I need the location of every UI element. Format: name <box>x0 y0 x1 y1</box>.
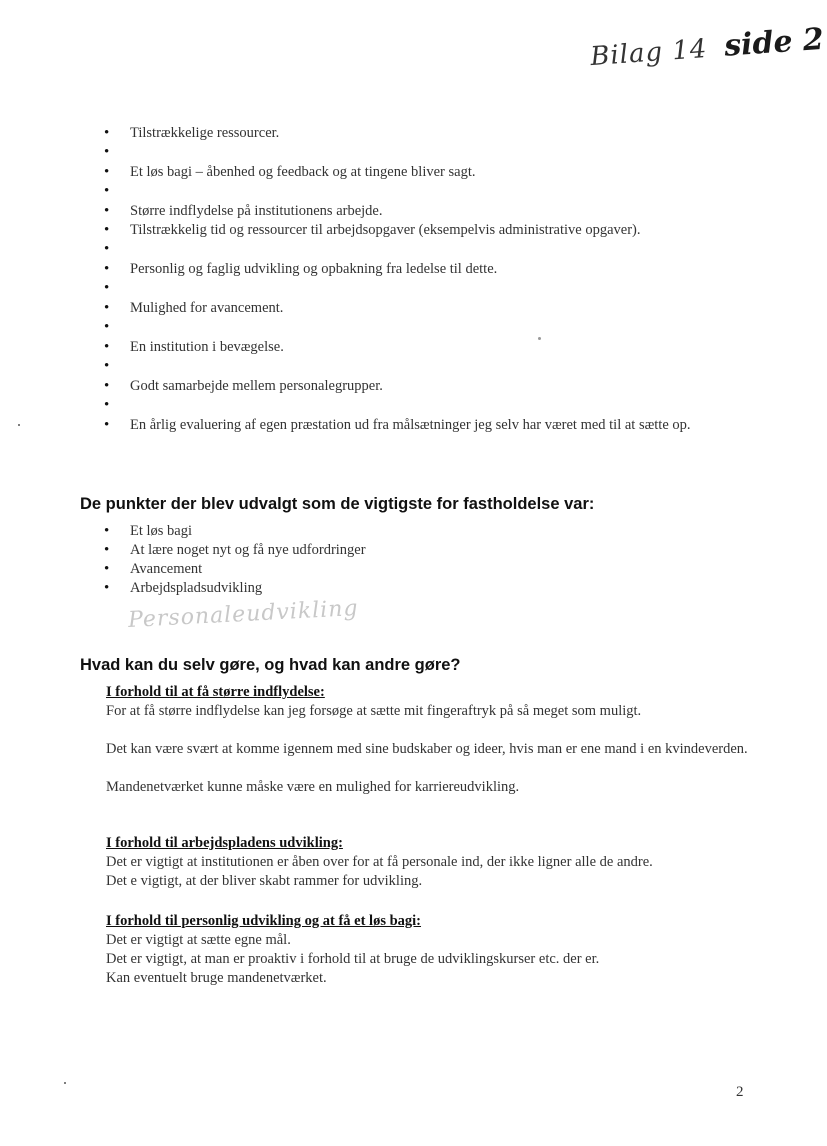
handwritten-page-annotation <box>589 22 825 73</box>
paragraph: Det er vigtigt at sætte egne mål. <box>106 932 291 948</box>
list-item: • Personlig og faglig udvikling og opbakning fra ledelse til dette. <box>104 260 754 279</box>
paragraph: Det er vigtigt at institutionen er åben over for at få personale ind, der ikke ligner alle de andre. <box>106 854 653 870</box>
list-item: • Et løs bagi <box>104 522 754 541</box>
list-item: • At lære noget nyt og få nye udfordringer <box>104 541 754 560</box>
list-item: • Arbejdspladsudvikling <box>104 579 754 598</box>
list-item: • En institution i bevægelse. <box>104 338 754 357</box>
scan-speck <box>64 1082 66 1084</box>
list-item: • Godt samarbejde mellem personalegrupper. <box>104 377 754 396</box>
list-item: • En årlig evaluering af egen præstation ud fra målsætninger jeg selv har været med til at sætte op. <box>104 416 754 435</box>
paragraph: Mandenetværket kunne måske være en mulighed for karriereudvikling. <box>106 779 520 795</box>
annotation-bilag: Bilag 14 <box>589 34 709 73</box>
paragraph: Det kan være svært at komme igennem med sine budskaber og ideer, hvis man er ene mand i en kvindeverden. <box>106 741 748 757</box>
spacer <box>104 357 754 377</box>
list-item: • Et løs bagi – åbenhed og feedback og at tingene bliver sagt. <box>104 163 754 182</box>
list-item: • Tilstrækkelige ressourcer. <box>104 124 754 143</box>
list-item: • Mulighed for avancement. <box>104 299 754 318</box>
actions-heading: Hvad kan du selv gøre, og hvad kan andre gøre? <box>80 656 461 674</box>
list-item: • Avancement <box>104 560 754 579</box>
section-workplace <box>106 834 766 891</box>
retention-heading: De punkter der blev udvalgt som de vigtigste for fastholdelse var: <box>80 495 595 513</box>
section-title: I forhold til at få større indflydelse: <box>106 684 325 700</box>
scan-speck <box>538 337 541 340</box>
handwritten-note: Personaleudvikling <box>127 595 360 634</box>
spacer <box>104 279 754 299</box>
paragraph: Kan eventuelt bruge mandenetværket. <box>106 970 327 986</box>
section-personal <box>106 912 766 988</box>
paragraph: Det er vigtigt, at man er proaktiv i forhold til at bruge de udviklingskurser etc. der er. <box>106 951 600 967</box>
spacer <box>104 396 754 416</box>
requirements-list <box>104 124 754 435</box>
scan-speck <box>18 424 20 426</box>
selected-points-list <box>104 522 754 598</box>
list-item: • Tilstrækkelig tid og ressourcer til arbejdsopgaver (eksempelvis administrative opgaver). <box>104 221 754 240</box>
spacer <box>104 182 754 202</box>
section-title: I forhold til arbejdspladens udvikling: <box>106 835 343 851</box>
spacer <box>104 143 754 163</box>
page-number: 2 <box>736 1084 744 1100</box>
annotation-side: side 2 <box>723 21 825 64</box>
section-title: I forhold til personlig udvikling og at få et løs bagi: <box>106 913 422 929</box>
paragraph: For at få større indflydelse kan jeg forsøge at sætte mit fingeraftryk på så meget som muligt. <box>106 703 642 719</box>
spacer <box>104 240 754 260</box>
spacer <box>104 318 754 338</box>
section-influence <box>106 683 766 797</box>
list-item: • Større indflydelse på institutionens arbejde. <box>104 202 754 221</box>
paragraph: Det e vigtigt, at der bliver skabt rammer for udvikling. <box>106 873 423 889</box>
